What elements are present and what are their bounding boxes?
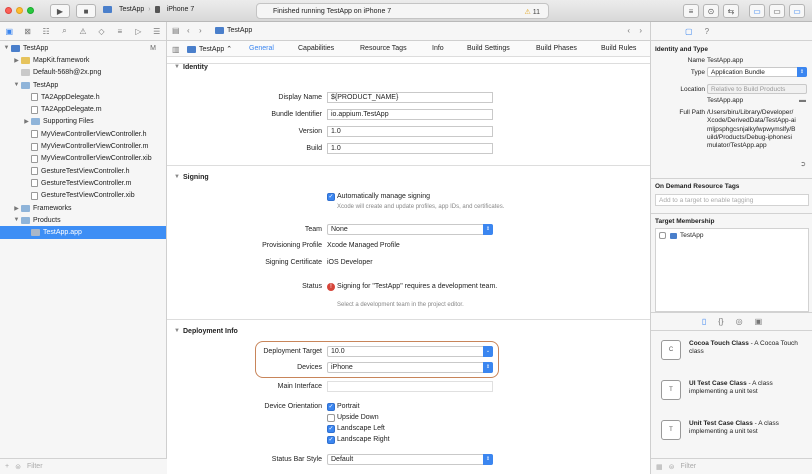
play-icon: ▶ [56,6,64,16]
navigator-item-label: MyViewControllerViewController.xib [41,155,152,163]
debug-icon[interactable]: ≡ [117,26,123,36]
disclosure-closed-icon[interactable]: ▶ [24,119,29,126]
scm-status-badge: M [150,44,156,52]
lines-icon: ≡ [688,6,694,16]
status-bar-style-value: Default [331,456,354,463]
file-template-icon: T [661,420,681,440]
auto-signing-label: Automatically manage signing [337,193,430,200]
issue-icon[interactable]: ⚠ [79,26,87,36]
navigator-filter-bar [0,458,167,474]
arrows-icon: ⇆ [727,6,735,16]
navigator-item-label: MyViewControllerViewController.m [41,143,149,151]
deployment-section-header[interactable] [167,319,650,335]
disclosure-closed-icon[interactable]: ▶ [14,57,19,64]
navigator-item[interactable] [0,42,166,54]
navigator-item-label: MapKit.framework [33,56,90,64]
search-icon[interactable]: ⌕ [62,26,67,35]
rings-icon: ⊙ [707,6,715,16]
jumpbar-label: TestApp [227,27,253,34]
navigator-item[interactable] [0,54,166,66]
sidebar-toggle-icon[interactable]: ▤ [172,26,180,35]
membership-checkbox[interactable] [659,232,666,239]
type-value: Application Bundle [711,69,765,76]
select-arrows-icon: ⇕ [483,454,493,465]
navigator-selector-bar [0,22,166,41]
device-icon [155,6,160,13]
folder-icon [21,82,30,89]
disclosure-open-icon[interactable]: ▼ [3,45,10,52]
tab-info[interactable]: Info [432,45,444,52]
forward-icon[interactable]: › [199,26,202,35]
orientation-label: Landscape Right [337,436,390,443]
membership-item [670,232,704,239]
tab-build-settings[interactable]: Build Settings [467,45,510,52]
editor-tab-bar [167,22,650,41]
navigator-item[interactable] [0,67,166,79]
library-item-desc: A class implementing a unit test [689,380,773,395]
filter-input[interactable]: Filter [26,463,43,470]
library-item[interactable] [655,336,805,370]
fw-icon [21,57,30,64]
signing-header: Signing [183,174,209,181]
target-membership-list [655,228,809,312]
navigator-item-label: TA2AppDelegate.h [41,93,100,101]
targets-list-icon[interactable]: ▥ [172,45,180,54]
select-arrows-icon: ⇕ [797,67,807,77]
navigator-item[interactable] [0,214,166,226]
breakpoint-icon[interactable]: ▷ [135,26,142,36]
bundle-id-label: Bundle Identifier [271,111,322,118]
warning-count: 11 [532,9,540,16]
file-icon [31,143,38,151]
symbol-icon[interactable]: ☷ [42,26,50,36]
reveal-arrow-icon[interactable]: ➲ [800,161,806,168]
navigator-item[interactable] [0,91,166,103]
bundle-id-field[interactable]: io.appium.TestApp [327,109,493,120]
code-snippet-icon[interactable]: {} [718,317,724,326]
right-panel-icon: ▭ [793,6,801,16]
identity-section-header[interactable] [167,63,650,71]
app-icon [31,229,40,236]
team-select[interactable] [327,224,493,235]
file-icon [31,93,38,101]
file-icon [31,155,38,163]
file-icon [31,192,38,200]
add-icon[interactable]: + [5,463,10,470]
navigator-item-label: TestApp [33,81,59,89]
orientation-label: Portrait [337,403,360,410]
folder-icon [21,205,30,212]
test-icon[interactable]: ◇ [98,26,105,36]
library-item[interactable] [655,416,805,450]
file-icon [31,167,38,175]
disclosure-icon: ▼ [174,328,180,334]
navigator-item[interactable] [0,177,166,189]
filter-icon: ⊜ [15,463,21,471]
library-item-desc: A Cocoa Touch class [689,340,798,355]
select-arrows-icon: ⌄ [483,346,493,357]
navigator-item-label: Products [33,216,61,224]
target-selector[interactable]: TestApp ⌃ [187,45,232,53]
library-item-desc: A class implementing a unit test [689,420,779,435]
main-interface-label: Main Interface [277,383,322,390]
grid-view-icon[interactable]: ▦ [656,463,663,471]
folder-icon [31,118,40,125]
status-bar-style-select[interactable] [327,454,493,465]
disclosure-open-icon[interactable]: ▼ [13,82,20,89]
file-template-icon[interactable]: ▯ [701,317,707,326]
library-filter-bar [651,458,812,474]
report-icon[interactable]: ☰ [153,26,161,36]
navigator-item[interactable] [0,116,166,128]
navigator-item[interactable] [0,103,166,115]
tab-build-phases[interactable]: Build Phases [536,45,577,52]
bottom-panel-icon: ▭ [773,6,781,16]
devices-select[interactable] [327,362,493,373]
file-icon [31,106,38,114]
library-item-title: UI Test Case Class [689,380,747,387]
app-icon [103,6,112,13]
file-icon [31,130,38,138]
target-membership-header: Target Membership [655,218,715,225]
navigator-item[interactable] [0,202,166,214]
devices-label: Devices [297,364,322,371]
name-value: TestApp.app [707,57,744,64]
devices-value: iPhone [331,364,353,371]
navigator-item-label: GestureTestViewController.h [41,167,130,175]
source-control-icon[interactable]: ⊠ [24,26,31,36]
navigator-item[interactable] [0,140,166,152]
library-item-text: Cocoa Touch Class - A Cocoa Touch class [689,340,798,355]
chevron-right-icon: › [148,6,151,13]
build-label: Build [306,145,322,152]
orientation-checkbox[interactable]: ✓ [328,426,334,432]
project-icon [215,27,224,34]
membership-target-label: TestApp [680,232,704,239]
zoom-window-button[interactable] [27,7,34,14]
disclosure-icon: ▼ [174,174,180,180]
file-template-icon: T [661,380,681,400]
type-select[interactable] [707,67,807,77]
display-name-label: Display Name [278,94,322,101]
target-tab-row [167,41,650,57]
back-icon[interactable]: ‹ [187,26,190,35]
library-item-text: UI Test Case Class - A class implementing a unit test [689,380,773,395]
target-icon [670,233,677,239]
toggle-inspector-button[interactable] [789,4,805,18]
toolbar [0,0,812,22]
navigator-item-label: TestApp [23,44,49,52]
signing-cert-value: iOS Developer [327,259,373,266]
library-filter-input[interactable]: Filter [680,463,697,470]
run-button[interactable] [50,4,70,18]
navigator-item-label: Frameworks [33,204,72,212]
provisioning-profile-label: Provisioning Profile [262,242,322,249]
disclosure-open-icon[interactable]: ▼ [13,217,20,224]
deployment-target-select[interactable] [327,346,493,357]
scheme-selector[interactable] [103,6,194,13]
img-icon [21,69,30,76]
odr-header: On Demand Resource Tags [655,183,740,190]
scheme-device-label: iPhone 7 [166,6,195,13]
help-icon[interactable]: ? [704,26,710,36]
team-value: None [331,226,348,233]
project-navigator [0,22,167,474]
stop-button[interactable] [76,4,96,18]
device-orientation-label: Device Orientation [264,403,322,410]
navigator-item-label: Supporting Files [43,118,94,126]
tab-general[interactable]: General [249,45,274,52]
activity-status [256,3,549,19]
navigator-item-label: TA2AppDelegate.m [41,106,102,114]
inspector-selector-bar [651,22,812,41]
deployment-target-label: Deployment Target [263,348,322,355]
signing-status-label: Status [302,283,322,290]
navigator-item-label: Default-568h@2x.png [33,69,102,77]
identity-type-header: Identity and Type [655,46,708,53]
standard-editor-button[interactable] [683,4,699,18]
folder-icon[interactable]: ▣ [5,26,13,36]
library-item[interactable] [655,376,805,410]
main-interface-field[interactable] [327,381,493,392]
status-bar-style-label: Status Bar Style [271,456,322,463]
chevron-right-icon[interactable]: › [639,26,642,35]
assistant-editor-button[interactable] [703,4,719,18]
library-selector-bar [651,312,812,331]
general-settings-pane [167,57,650,474]
navigator-item[interactable] [0,79,166,91]
warning-icon: ⚠ [524,9,531,16]
build-field[interactable]: 1.0 [327,143,493,154]
target-label: TestApp [199,45,225,53]
signing-cert-label: Signing Certificate [265,259,322,266]
folder-icon [21,217,30,224]
navigator-item-label: GestureTestViewController.m [41,179,132,187]
deployment-target-value: 10.0 [331,348,345,355]
jumpbar-item[interactable] [215,27,252,34]
navigator-item[interactable] [0,153,166,165]
library-item-text: Unit Test Case Class - A class implementing a unit test [689,420,779,435]
error-icon: ! [327,283,335,291]
location-value: Relative to Build Products [711,86,786,93]
identity-header: Identity [183,64,208,71]
select-arrows-icon: ⇕ [483,362,493,373]
library-item-title: Cocoa Touch Class [689,340,749,347]
display-name-field[interactable]: ${PRODUCT_NAME} [327,92,493,103]
target-icon [187,46,196,53]
orientation-checkbox[interactable]: ✓ [328,437,334,443]
tab-resource-tags[interactable]: Resource Tags [360,45,407,52]
tab-capabilities[interactable]: Capabilities [298,45,335,52]
navigator-item[interactable] [0,128,166,140]
name-label: Name [687,57,705,64]
full-path-value: /Users/biru/Library/Developer/Xcode/DerivedData/TestApp-aimljpsphgcsnjalkyfwpwymslfy/Build/Products/Debug-iphonesimulator/TestApp.app [707,109,796,150]
minimize-window-button[interactable] [16,7,23,14]
chevron-left-icon[interactable]: ‹ [627,26,630,35]
orientation-checkbox[interactable]: ✓ [328,404,334,410]
navigator-item-label: TestApp.app [43,229,82,237]
signing-section-header[interactable] [167,165,650,181]
version-field[interactable]: 1.0 [327,126,493,137]
file-inspector-icon[interactable]: ▢ [685,26,693,36]
team-label: Team [304,226,322,233]
location-select[interactable] [707,84,807,94]
auto-signing-hint: Xcode will create and update profiles, app IDs, and certificates. [337,204,505,210]
toggle-debug-button[interactable] [769,4,785,18]
auto-signing-checkbox[interactable]: ✓ [328,194,334,200]
type-label: Type [690,69,705,76]
object-library-icon[interactable]: ◎ [735,317,743,326]
navigator-item[interactable] [0,226,166,238]
filter-icon: ⊜ [668,463,675,471]
proj-icon [11,45,20,52]
location-file: TestApp.app [707,97,744,104]
orientation-label: Upside Down [337,414,379,421]
version-label: Version [298,128,322,135]
select-arrows-icon: ⇕ [483,224,493,235]
file-inspector [650,22,812,474]
folder-icon[interactable]: ▬ [799,97,806,104]
disclosure-icon: ▼ [174,64,180,70]
navigator-item[interactable] [0,165,166,177]
navigator-item-label: MyViewControllerViewController.h [41,130,147,138]
file-tree [0,41,166,239]
orientation-label: Landscape Left [337,425,385,432]
provisioning-profile-value: Xcode Managed Profile [327,242,400,249]
signing-status-text: Signing for "TestApp" requires a development team. [337,283,498,290]
warning-indicator[interactable] [524,8,540,16]
toggle-navigator-button[interactable] [749,4,765,18]
orientation-checkbox[interactable] [327,414,335,422]
disclosure-closed-icon[interactable]: ▶ [14,205,19,212]
odr-tags-field[interactable]: Add to a target to enable tagging [655,194,809,206]
deployment-header: Deployment Info [183,328,238,335]
file-template-icon: C [661,340,681,360]
library-item-title: Unit Test Case Class [689,420,753,427]
stop-icon: ■ [83,6,89,16]
media-library-icon[interactable]: ▣ [754,317,763,326]
scheme-app-label: TestApp [119,6,145,13]
signing-status-hint: Select a development team in the project editor. [337,302,464,308]
version-editor-button[interactable] [723,4,739,18]
left-panel-icon: ▭ [753,6,761,16]
full-path-label: Full Path [679,109,705,116]
navigator-item[interactable] [0,190,166,202]
tab-build-rules[interactable]: Build Rules [601,45,637,52]
file-icon [31,179,38,187]
close-window-button[interactable] [5,7,12,14]
navigator-item-label: GestureTestViewController.xib [41,192,135,200]
location-label: Location [680,86,705,93]
status-message: Finished running TestApp on iPhone 7 [273,8,392,15]
